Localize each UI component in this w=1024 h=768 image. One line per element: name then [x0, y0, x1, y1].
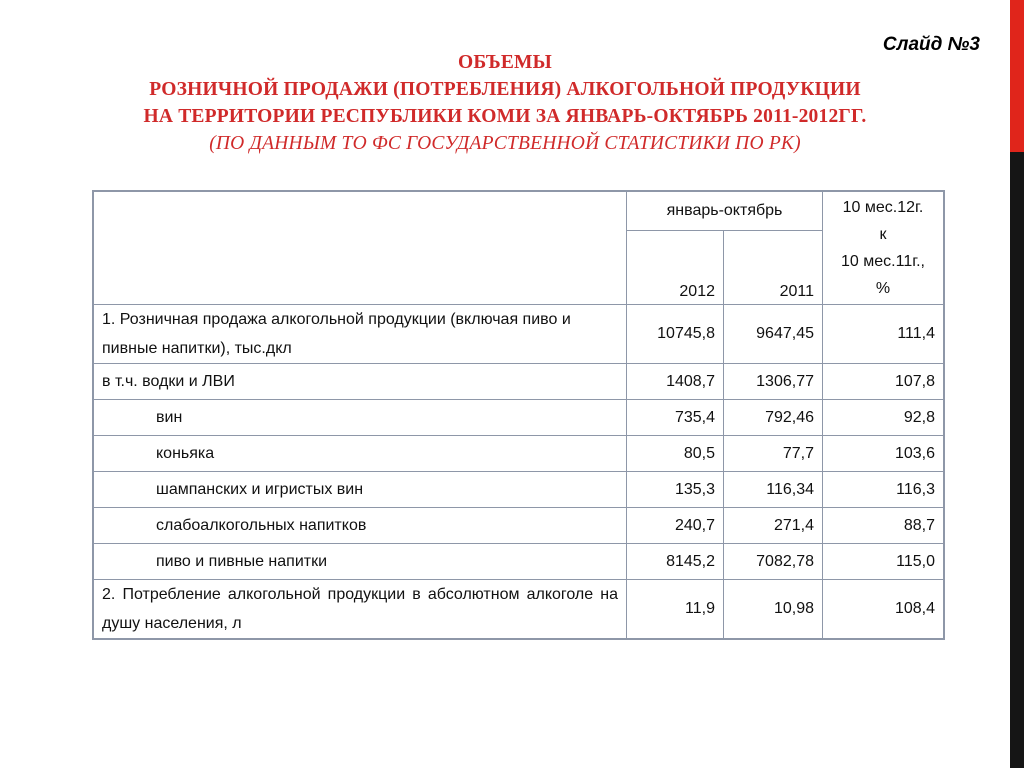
value-2012: 10745,8	[627, 305, 724, 364]
value-2012: 80,5	[627, 436, 724, 472]
header-ratio	[823, 191, 945, 305]
value-2011: 7082,78	[724, 544, 823, 580]
header-year-2011: 2011	[724, 231, 823, 305]
table-row	[93, 544, 944, 580]
value-2011: 792,46	[724, 400, 823, 436]
value-2011: 10,98	[724, 580, 823, 640]
accent-bar-black	[1010, 152, 1024, 768]
table-row	[93, 305, 944, 364]
header-year-2012: 2012	[627, 231, 724, 305]
row-label: коньяка	[93, 436, 627, 472]
table-row	[93, 436, 944, 472]
table-header-row	[93, 191, 944, 231]
header-blank-cell	[93, 191, 627, 305]
header-ratio-line-4: %	[875, 280, 891, 297]
slide-title	[60, 49, 950, 157]
value-ratio: 108,4	[823, 580, 945, 640]
title-line-3: НА ТЕРРИТОРИИ РЕСПУБЛИКИ КОМИ ЗА ЯНВАРЬ-ОКТЯБРЬ 2011-2012ГГ.	[143, 106, 867, 127]
row-label: вин	[93, 400, 627, 436]
value-2011: 77,7	[724, 436, 823, 472]
value-2012: 135,3	[627, 472, 724, 508]
title-line-2: РОЗНИЧНОЙ ПРОДАЖИ (ПОТРЕБЛЕНИЯ) АЛКОГОЛЬНОЙ ПРОДУКЦИИ	[149, 79, 861, 100]
value-2011: 116,34	[724, 472, 823, 508]
row-label: в т.ч. водки и ЛВИ	[93, 364, 627, 400]
value-ratio: 103,6	[823, 436, 945, 472]
value-ratio: 116,3	[823, 472, 945, 508]
table-row	[93, 580, 944, 640]
value-ratio: 107,8	[823, 364, 945, 400]
header-ratio-line-2: к	[879, 226, 887, 243]
table-row	[93, 472, 944, 508]
value-2011: 9647,45	[724, 305, 823, 364]
value-2012: 735,4	[627, 400, 724, 436]
row-label: шампанских и игристых вин	[93, 472, 627, 508]
value-2011: 271,4	[724, 508, 823, 544]
value-2012: 8145,2	[627, 544, 724, 580]
value-ratio: 111,4	[823, 305, 945, 364]
value-ratio: 88,7	[823, 508, 945, 544]
header-ratio-line-3: 10 мес.11г.,	[841, 253, 925, 270]
header-period: январь-октябрь	[627, 191, 823, 231]
accent-bar-red	[1010, 0, 1024, 152]
sales-table	[92, 190, 945, 640]
row-label: 1. Розничная продажа алкогольной продукции (включая пиво и пивные напитки), тыс.дкл	[93, 305, 627, 364]
table-row	[93, 364, 944, 400]
title-subtitle: (ПО ДАННЫМ ТО ФС ГОСУДАРСТВЕННОЙ СТАТИСТИКИ ПО РК)	[209, 133, 801, 154]
slide-number: Слайд №3	[882, 34, 980, 55]
value-2012: 11,9	[627, 580, 724, 640]
table-row	[93, 400, 944, 436]
value-2012: 240,7	[627, 508, 724, 544]
table-row	[93, 508, 944, 544]
header-ratio-line-1: 10 мес.12г.	[842, 199, 924, 216]
value-2012: 1408,7	[627, 364, 724, 400]
row-label: слабоалкогольных напитков	[93, 508, 627, 544]
value-ratio: 92,8	[823, 400, 945, 436]
title-line-1: ОБЪЕМЫ	[458, 52, 552, 73]
row-label: пиво и пивные напитки	[93, 544, 627, 580]
row-label: 2. Потребление алкогольной продукции в абсолютном алкоголе на душу населения, л	[93, 580, 627, 640]
value-ratio: 115,0	[823, 544, 945, 580]
value-2011: 1306,77	[724, 364, 823, 400]
